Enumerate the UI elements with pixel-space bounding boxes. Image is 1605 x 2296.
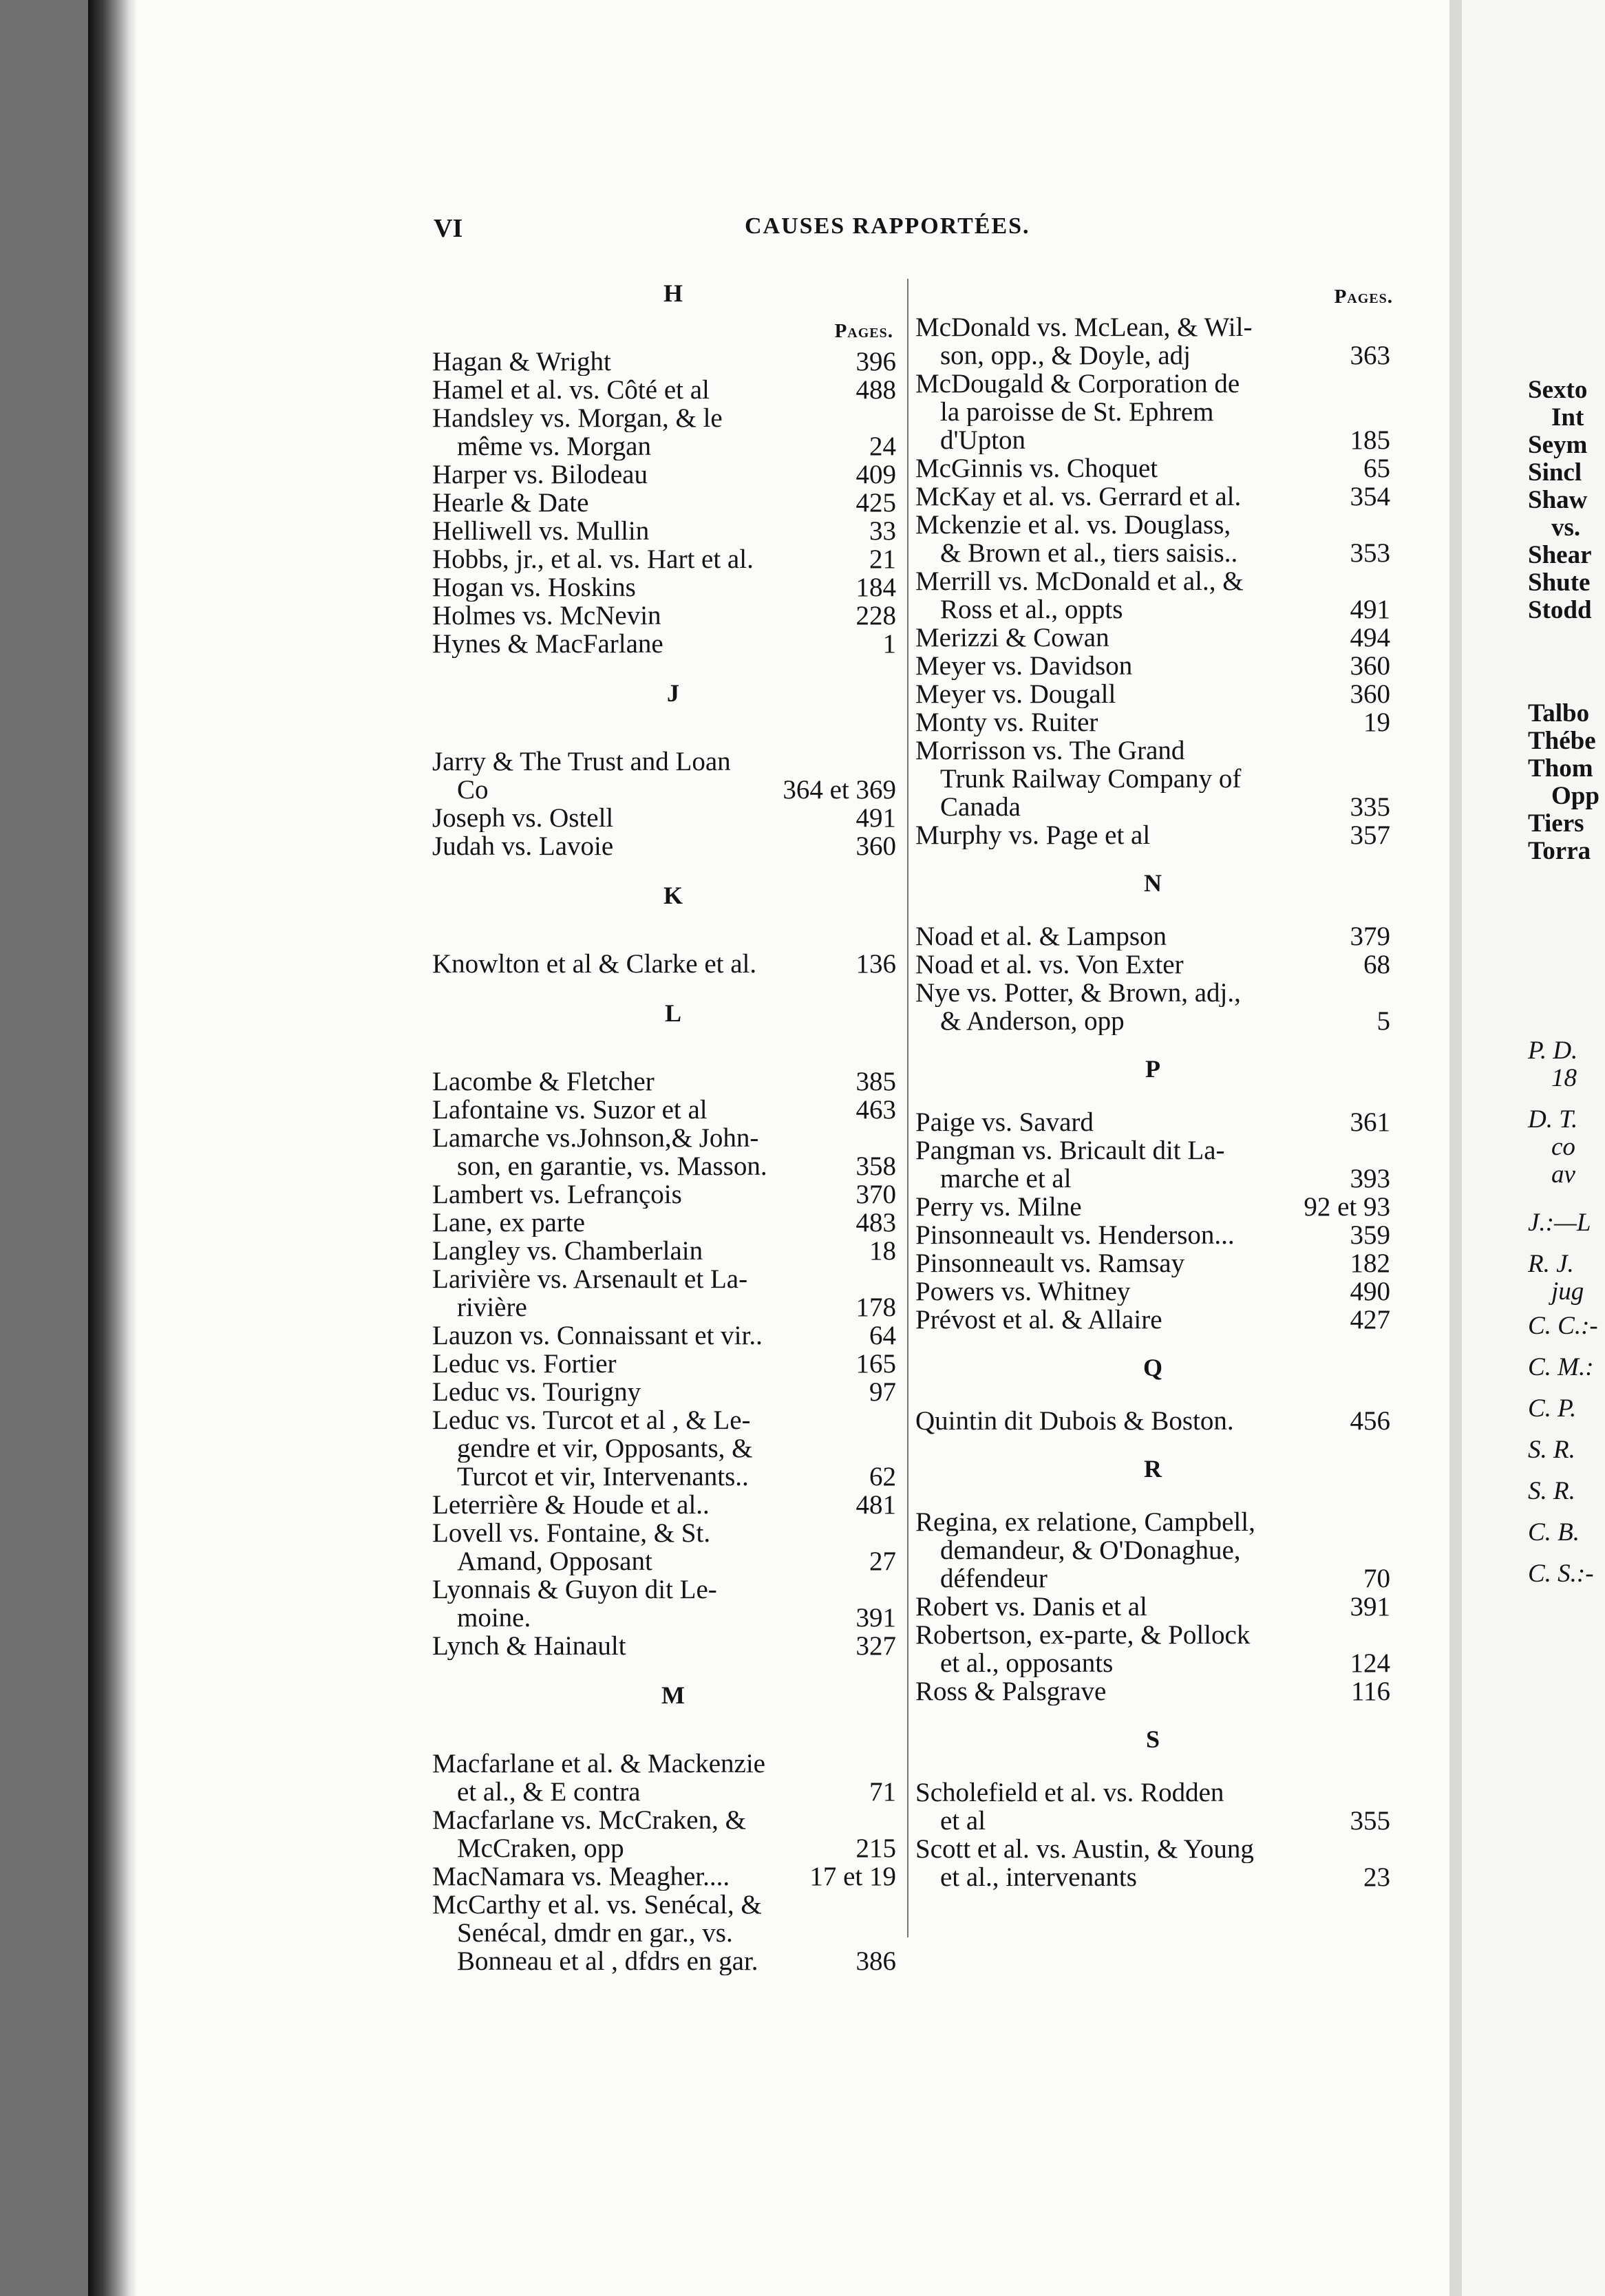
- entry-page-ref: 23: [1363, 1863, 1390, 1891]
- index-entry: [915, 1221, 1390, 1249]
- entry-case-name: Lambert vs. Lefrançois: [432, 1180, 682, 1209]
- entry-page-ref: 335: [1350, 793, 1390, 821]
- index-entry: [432, 1124, 914, 1180]
- facing-page-text: Talbo: [1528, 699, 1590, 727]
- index-entry: [432, 602, 914, 630]
- facing-page-text: 18: [1551, 1064, 1577, 1092]
- index-entry: [915, 1407, 1390, 1435]
- facing-page-text: C. B.: [1528, 1518, 1580, 1546]
- entry-page-ref: 62: [869, 1463, 896, 1491]
- entry-page-ref: 360: [855, 832, 896, 860]
- entry-case-name: Hogan vs. Hoskins: [432, 573, 636, 602]
- index-entry: [432, 630, 914, 658]
- entry-page-ref: 364 et 369: [783, 776, 896, 804]
- entry-case-name-continued: demandeur, & O'Donaghue,: [940, 1536, 1241, 1564]
- entry-case-name-continued: défendeur: [940, 1564, 1048, 1593]
- entry-page-ref: 327: [855, 1632, 896, 1660]
- entry-page-ref: 409: [855, 460, 896, 489]
- entry-case-name-continued: et al., opposants: [940, 1649, 1114, 1677]
- index-entry: [432, 950, 914, 978]
- entry-case-name-continued: et al: [940, 1807, 986, 1835]
- entry-case-name-continued: Senécal, dmdr en gar., vs.: [457, 1919, 733, 1947]
- entry-case-name: McDonald vs. McLean, & Wil-: [915, 313, 1253, 341]
- index-entry: [432, 1632, 914, 1660]
- index-entry: [915, 370, 1390, 454]
- index-entry: [432, 1491, 914, 1519]
- index-entry: [432, 545, 914, 573]
- entry-case-name-continued: rivière: [457, 1293, 527, 1321]
- entry-case-name: Regina, ex relatione, Campbell,: [915, 1508, 1255, 1536]
- index-entry: [915, 1249, 1390, 1277]
- entry-page-ref: 425: [855, 489, 896, 517]
- index-entry: [915, 950, 1390, 979]
- entry-case-name-continued: Co: [457, 776, 489, 804]
- entry-case-name: Hynes & MacFarlane: [432, 630, 663, 658]
- entry-case-name: MacNamara vs. Meagher....: [432, 1862, 730, 1891]
- index-entry: [432, 1209, 914, 1237]
- running-head: [344, 213, 1390, 248]
- entry-page-ref: 136: [855, 950, 896, 978]
- index-entry: [915, 821, 1390, 849]
- facing-page-text: C. C.:-: [1528, 1312, 1598, 1340]
- index-entry: [915, 624, 1390, 652]
- entry-page-ref: 481: [855, 1491, 896, 1519]
- entry-case-name-continued: et al., intervenants: [940, 1863, 1137, 1891]
- entry-page-ref: 27: [869, 1547, 896, 1575]
- entry-case-name-continued: gendre et vir, Opposants, &: [457, 1434, 753, 1463]
- index-entry: [915, 1306, 1390, 1334]
- entry-page-ref: 363: [1350, 341, 1390, 370]
- pages-column-label: Pages.: [834, 320, 893, 342]
- facing-page-text: Shute: [1528, 568, 1591, 597]
- entry-case-name-continued: & Anderson, opp: [940, 1007, 1125, 1035]
- facing-page-text: Opp: [1551, 782, 1599, 810]
- entry-page-ref: 361: [1350, 1108, 1390, 1136]
- entry-page-ref: 488: [855, 376, 896, 404]
- entry-case-name-continued: son, opp., & Doyle, adj: [940, 341, 1191, 370]
- facing-page-text: C. S.:-: [1528, 1560, 1594, 1588]
- index-entry: [432, 460, 914, 489]
- entry-page-ref: 370: [855, 1180, 896, 1209]
- entry-page-ref: 396: [855, 348, 896, 376]
- entry-page-ref: 21: [869, 545, 896, 573]
- facing-page-text: av: [1551, 1160, 1575, 1189]
- entry-page-ref: 19: [1363, 708, 1390, 736]
- entry-page-ref: 178: [855, 1293, 896, 1321]
- entry-case-name: Scott et al. vs. Austin, & Young: [915, 1835, 1254, 1863]
- entry-case-name: Robertson, ex-parte, & Pollock: [915, 1621, 1251, 1649]
- entry-case-name: Meyer vs. Davidson: [915, 652, 1133, 680]
- entry-case-name: Hamel et al. vs. Côté et al: [432, 376, 710, 404]
- facing-page-text: Shear: [1528, 541, 1592, 569]
- entry-case-name: Hearle & Date: [432, 489, 589, 517]
- index-entry: [432, 1321, 914, 1350]
- entry-case-name: Lamarche vs.Johnson,& John-: [432, 1124, 759, 1152]
- entry-case-name-continued: marche et al: [940, 1165, 1072, 1193]
- entry-page-ref: 68: [1363, 950, 1390, 979]
- entry-case-name: Morrisson vs. The Grand: [915, 736, 1185, 765]
- facing-page-text: S. R.: [1528, 1436, 1575, 1464]
- entry-page-ref: 228: [855, 602, 896, 630]
- book-gutter-shadow: [88, 0, 136, 2296]
- section-letter-m: M: [661, 1681, 685, 1709]
- entry-case-name: Helliwell vs. Mullin: [432, 517, 650, 545]
- entry-page-ref: 33: [869, 517, 896, 545]
- entry-page-ref: 353: [1350, 539, 1390, 567]
- entry-case-name: Prévost et al. & Allaire: [915, 1306, 1162, 1334]
- index-entry: [432, 747, 914, 804]
- entry-page-ref: 379: [1350, 922, 1390, 950]
- index-entry: [432, 1237, 914, 1265]
- index-entry: [432, 573, 914, 602]
- entry-page-ref: 24: [869, 432, 896, 460]
- entry-page-ref: 483: [855, 1209, 896, 1237]
- index-entry: [915, 1621, 1390, 1677]
- index-entry: [432, 1750, 914, 1806]
- index-entry: [915, 1778, 1390, 1835]
- entry-case-name: Lafontaine vs. Suzor et al: [432, 1096, 708, 1124]
- entry-case-name: Larivière vs. Arsenault et La-: [432, 1265, 748, 1293]
- facing-page-text: S. R.: [1528, 1477, 1575, 1505]
- facing-page-text: C. P.: [1528, 1394, 1577, 1423]
- entry-case-name: Knowlton et al & Clarke et al.: [432, 950, 757, 978]
- entry-case-name: Merizzi & Cowan: [915, 624, 1109, 652]
- entry-page-ref: 463: [855, 1096, 896, 1124]
- entry-case-name-continued: son, en garantie, vs. Masson.: [457, 1152, 767, 1180]
- entry-case-name: Jarry & The Trust and Loan: [432, 747, 731, 776]
- entry-case-name: Macfarlane vs. McCraken, &: [432, 1806, 746, 1834]
- section-letter-p: P: [1145, 1055, 1160, 1083]
- page-title: CAUSES RAPPORTÉES.: [745, 213, 1030, 239]
- entry-page-ref: 456: [1350, 1407, 1390, 1435]
- entry-case-name-continued: moine.: [457, 1604, 531, 1632]
- facing-page-text: Shaw: [1528, 486, 1588, 514]
- index-entry: [915, 979, 1390, 1035]
- entry-case-name: Lane, ex parte: [432, 1209, 585, 1237]
- entry-page-ref: 360: [1350, 652, 1390, 680]
- entry-page-ref: 65: [1363, 454, 1390, 482]
- entry-page-ref: 386: [855, 1947, 896, 1975]
- facing-page-text: C. M.:: [1528, 1353, 1594, 1381]
- entry-case-name-continued: la paroisse de St. Ephrem: [940, 398, 1214, 426]
- entry-page-ref: 385: [855, 1067, 896, 1096]
- entry-case-name-continued: Canada: [940, 793, 1021, 821]
- entry-case-name: McCarthy et al. vs. Senécal, &: [432, 1891, 762, 1919]
- entry-case-name: Harper vs. Bilodeau: [432, 460, 648, 489]
- entry-case-name-continued: même vs. Morgan: [457, 432, 651, 460]
- entry-case-name: Judah vs. Lavoie: [432, 832, 614, 860]
- entry-case-name: Scholefield et al. vs. Rodden: [915, 1778, 1224, 1807]
- index-entry: [432, 1575, 914, 1632]
- section-letter-l: L: [664, 999, 681, 1027]
- index-entry: [915, 652, 1390, 680]
- index-entry: [915, 567, 1390, 624]
- entry-page-ref: 215: [855, 1834, 896, 1862]
- index-entry: [432, 517, 914, 545]
- entry-page-ref: 360: [1350, 680, 1390, 708]
- entry-case-name: Handsley vs. Morgan, & le: [432, 404, 723, 432]
- entry-case-name-continued: & Brown et al., tiers saisis..: [940, 539, 1238, 567]
- entry-case-name-continued: Bonneau et al , dfdrs en gar.: [457, 1947, 758, 1975]
- index-entry: [432, 1406, 914, 1491]
- entry-case-name: Leduc vs. Fortier: [432, 1350, 617, 1378]
- index-entry: [915, 1193, 1390, 1221]
- index-entry: [432, 1519, 914, 1575]
- index-entry: [915, 1108, 1390, 1136]
- entry-page-ref: 17 et 19: [809, 1862, 896, 1891]
- facing-page-text: P. D.: [1528, 1037, 1578, 1065]
- entry-case-name: Robert vs. Danis et al: [915, 1593, 1147, 1621]
- entry-case-name: Perry vs. Milne: [915, 1193, 1082, 1221]
- entry-page-ref: 5: [1377, 1007, 1390, 1035]
- facing-page-text: Tiers: [1528, 809, 1584, 838]
- index-entry: [432, 1378, 914, 1406]
- entry-page-ref: 393: [1350, 1165, 1390, 1193]
- entry-case-name: Pinsonneault vs. Ramsay: [915, 1249, 1185, 1277]
- entry-case-name: Leterrière & Houde et al..: [432, 1491, 710, 1519]
- index-entry: [915, 1835, 1390, 1891]
- index-entry: [432, 404, 914, 460]
- entry-case-name: Lyonnais & Guyon dit Le-: [432, 1575, 717, 1604]
- facing-page-text: Thom: [1528, 754, 1593, 783]
- entry-case-name: Merrill vs. McDonald et al., &: [915, 567, 1244, 595]
- entry-case-name: Leduc vs. Tourigny: [432, 1378, 641, 1406]
- entry-case-name-continued: et al., & E contra: [457, 1778, 641, 1806]
- index-entry: [915, 1508, 1390, 1593]
- entry-page-ref: 182: [1350, 1249, 1390, 1277]
- facing-page-text: Stodd: [1528, 596, 1592, 624]
- facing-page-text: Sincl: [1528, 458, 1582, 487]
- entry-case-name: Langley vs. Chamberlain: [432, 1237, 703, 1265]
- entry-case-name: Lacombe & Fletcher: [432, 1067, 655, 1096]
- index-entry: [915, 680, 1390, 708]
- index-entry: [432, 376, 914, 404]
- index-entry: [432, 1096, 914, 1124]
- entry-case-name: Ross & Palsgrave: [915, 1677, 1107, 1705]
- index-entry: [915, 708, 1390, 736]
- section-letter-n: N: [1144, 869, 1162, 897]
- section-letter-k: K: [663, 882, 683, 909]
- entry-case-name: Quintin dit Dubois & Boston.: [915, 1407, 1234, 1435]
- entry-case-name: Mckenzie et al. vs. Douglass,: [915, 511, 1231, 539]
- index-entry: [915, 1677, 1390, 1705]
- index-entry: [432, 489, 914, 517]
- index-entry: [915, 922, 1390, 950]
- entry-case-name: Macfarlane et al. & Mackenzie: [432, 1750, 765, 1778]
- entry-case-name: Paige vs. Savard: [915, 1108, 1094, 1136]
- entry-page-ref: 70: [1363, 1564, 1390, 1593]
- entry-page-ref: 355: [1350, 1807, 1390, 1835]
- index-entry: [432, 1862, 914, 1891]
- entry-case-name: Nye vs. Potter, & Brown, adj.,: [915, 979, 1241, 1007]
- entry-case-name: Pangman vs. Bricault dit La-: [915, 1136, 1225, 1165]
- entry-page-ref: 359: [1350, 1221, 1390, 1249]
- entry-case-name: Pinsonneault vs. Henderson...: [915, 1221, 1235, 1249]
- entry-page-ref: 64: [869, 1321, 896, 1350]
- index-entry: [915, 511, 1390, 567]
- entry-page-ref: 185: [1350, 426, 1390, 454]
- entry-case-name: Murphy vs. Page et al: [915, 821, 1151, 849]
- page-number: VI: [434, 214, 463, 243]
- index-entry: [915, 454, 1390, 482]
- section-letter-s: S: [1145, 1725, 1160, 1753]
- entry-case-name: Lauzon vs. Connaissant et vir..: [432, 1321, 763, 1350]
- entry-case-name: Meyer vs. Dougall: [915, 680, 1116, 708]
- facing-page-text: co: [1551, 1133, 1575, 1161]
- index-entry: [432, 1891, 914, 1975]
- entry-page-ref: 358: [855, 1152, 896, 1180]
- entry-page-ref: 184: [855, 573, 896, 602]
- index-entry: [432, 348, 914, 376]
- entry-page-ref: 491: [1350, 595, 1390, 624]
- entry-case-name-continued: McCraken, opp: [457, 1834, 624, 1862]
- section-letter-j: J: [667, 679, 679, 707]
- index-entry: [432, 1350, 914, 1378]
- entry-case-name: McKay et al. vs. Gerrard et al.: [915, 482, 1242, 511]
- entry-case-name: Lovell vs. Fontaine, & St.: [432, 1519, 711, 1547]
- index-entry: [432, 1180, 914, 1209]
- entry-page-ref: 357: [1350, 821, 1390, 849]
- entry-page-ref: 391: [1350, 1593, 1390, 1621]
- index-entry: [432, 1067, 914, 1096]
- entry-page-ref: 165: [855, 1350, 896, 1378]
- index-entry: [432, 1806, 914, 1862]
- index-entry: [432, 1265, 914, 1321]
- index-entry: [915, 1277, 1390, 1306]
- entry-page-ref: 97: [869, 1378, 896, 1406]
- facing-page-text: Torra: [1528, 837, 1591, 865]
- entry-case-name-continued: Turcot et vir, Intervenants..: [457, 1463, 749, 1491]
- entry-case-name-continued: Trunk Railway Company of: [940, 765, 1242, 793]
- entry-case-name: Noad et al. vs. Von Exter: [915, 950, 1184, 979]
- entry-page-ref: 391: [855, 1604, 896, 1632]
- entry-page-ref: 427: [1350, 1306, 1390, 1334]
- entry-case-name: McGinnis vs. Choquet: [915, 454, 1158, 482]
- entry-case-name: Joseph vs. Ostell: [432, 804, 614, 832]
- index-entry: [915, 736, 1390, 821]
- index-entry: [915, 482, 1390, 511]
- entry-page-ref: 124: [1350, 1649, 1390, 1677]
- entry-page-ref: 1: [882, 630, 896, 658]
- facing-page-text: Thébe: [1528, 727, 1596, 755]
- entry-page-ref: 71: [869, 1778, 896, 1806]
- entry-page-ref: 491: [855, 804, 896, 832]
- section-letter-q: Q: [1142, 1354, 1162, 1381]
- index-entry: [915, 1136, 1390, 1193]
- entry-page-ref: 354: [1350, 482, 1390, 511]
- entry-page-ref: 18: [869, 1237, 896, 1265]
- entry-case-name-continued: d'Upton: [940, 426, 1026, 454]
- entry-page-ref: 92 et 93: [1304, 1193, 1390, 1221]
- facing-page-text: jug: [1551, 1277, 1584, 1306]
- facing-page-fragment: [1462, 0, 1605, 2296]
- entry-case-name: McDougald & Corporation de: [915, 370, 1240, 398]
- index-entry: [915, 313, 1390, 370]
- index-entry: [915, 1593, 1390, 1621]
- entry-case-name: Lynch & Hainault: [432, 1632, 626, 1660]
- entry-page-ref: 494: [1350, 624, 1390, 652]
- entry-case-name: Noad et al. & Lampson: [915, 922, 1167, 950]
- entry-page-ref: 490: [1350, 1277, 1390, 1306]
- entry-case-name: Holmes vs. McNevin: [432, 602, 661, 630]
- section-letter-r: R: [1144, 1455, 1162, 1482]
- index-entry: [432, 804, 914, 832]
- facing-page-text: R. J.: [1528, 1250, 1574, 1278]
- entry-case-name: Leduc vs. Turcot et al , & Le-: [432, 1406, 751, 1434]
- index-entry: [432, 832, 914, 860]
- entry-case-name-continued: Amand, Opposant: [457, 1547, 652, 1575]
- entry-case-name: Powers vs. Whitney: [915, 1277, 1131, 1306]
- entry-case-name: Hagan & Wright: [432, 348, 611, 376]
- facing-page-text: vs.: [1551, 513, 1581, 542]
- facing-page-text: J.:—L: [1528, 1209, 1591, 1237]
- pages-column-label: Pages.: [1334, 286, 1393, 308]
- entry-page-ref: 116: [1350, 1677, 1390, 1705]
- facing-page-text: Sexto: [1528, 376, 1588, 404]
- entry-case-name: Monty vs. Ruiter: [915, 708, 1098, 736]
- facing-page-text: Int: [1551, 403, 1584, 432]
- section-letter-h: H: [663, 279, 683, 307]
- facing-page-text: D. T.: [1528, 1105, 1578, 1134]
- entry-case-name-continued: Ross et al., oppts: [940, 595, 1123, 624]
- facing-page-text: Seym: [1528, 431, 1588, 459]
- entry-case-name: Hobbs, jr., et al. vs. Hart et al.: [432, 545, 754, 573]
